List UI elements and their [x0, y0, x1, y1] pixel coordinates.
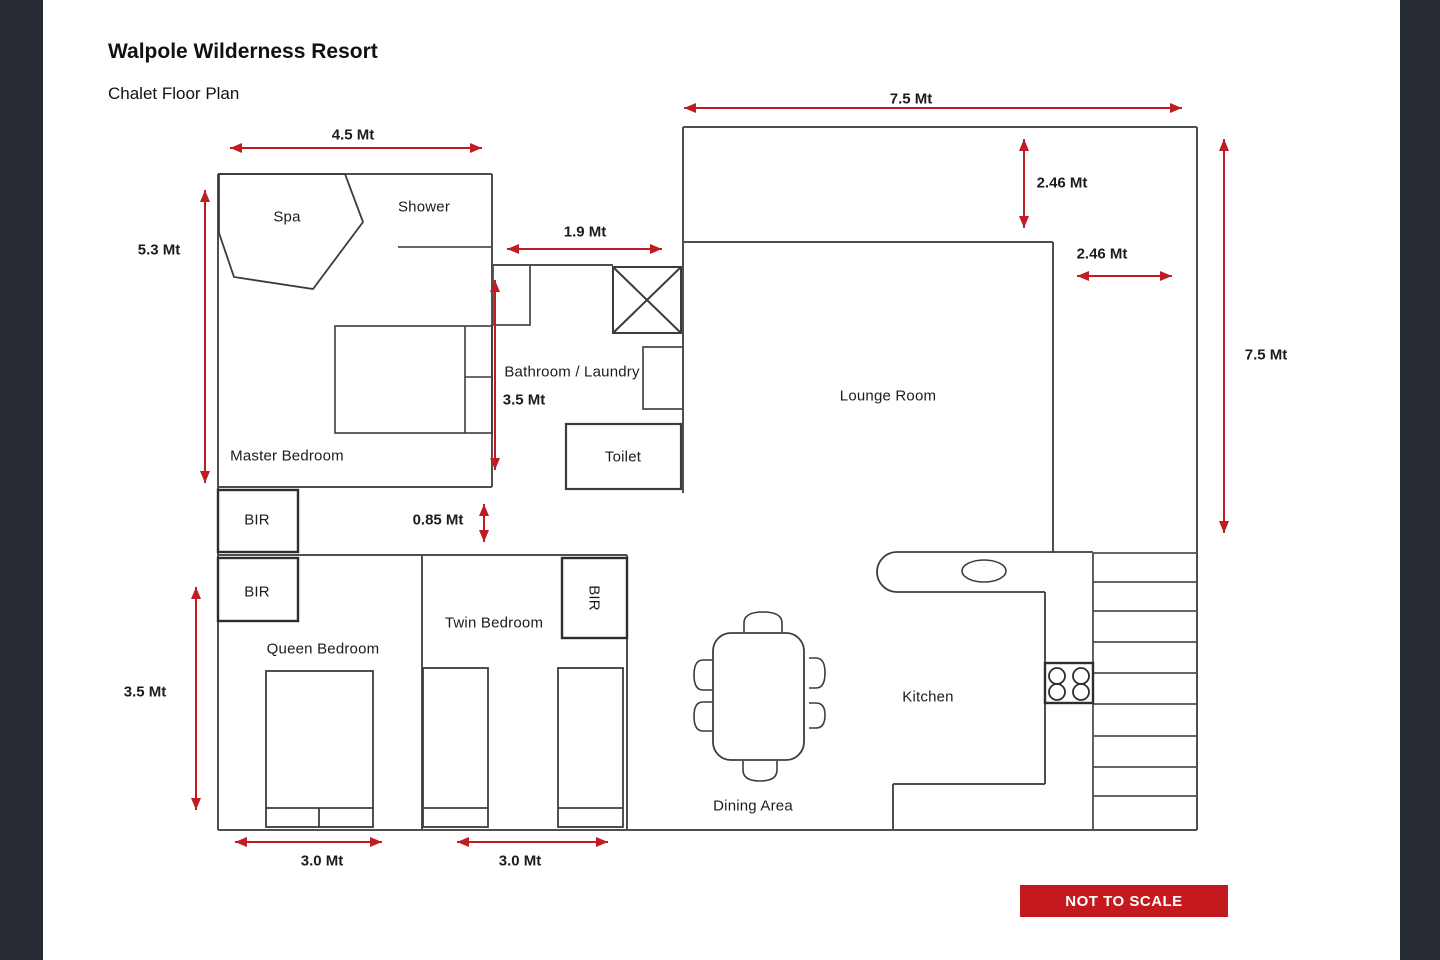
dim-queen-width: 3.0 Mt	[300, 852, 344, 870]
chair-right-1	[809, 658, 825, 688]
master-bed	[335, 326, 492, 433]
kitchen-sink	[962, 560, 1006, 582]
chair-left-1	[694, 660, 712, 690]
bathroom-laundry-label: Bathroom / Laundry	[504, 363, 640, 381]
dining-area-label: Dining Area	[713, 797, 793, 815]
bir1-label: BIR	[244, 511, 270, 529]
spa-outline	[219, 174, 363, 289]
spa-label: Spa	[273, 208, 301, 226]
chair-left-2	[694, 702, 712, 731]
dim-bathroom-depth: 3.5 Mt	[502, 391, 546, 409]
twin-bedroom-label: Twin Bedroom	[444, 614, 544, 632]
dim-twin-width: 3.0 Mt	[498, 852, 542, 870]
chair-right-2	[809, 703, 825, 728]
twin-bed-left	[423, 668, 488, 827]
bathroom-vanity	[493, 265, 530, 325]
dim-side-passage: 2.46 Mt	[1076, 245, 1128, 263]
dimension-arrows	[196, 108, 1224, 842]
twin-bed-right	[558, 668, 623, 827]
chair-top	[744, 612, 782, 632]
bathroom-basin	[643, 347, 683, 409]
master-bedroom-label: Master Bedroom	[230, 447, 344, 465]
kitchen-label: Kitchen	[902, 688, 954, 706]
dim-queen-depth: 3.5 Mt	[123, 683, 167, 701]
toilet-label: Toilet	[604, 448, 642, 466]
queen-bedroom-label: Queen Bedroom	[266, 640, 380, 658]
lounge-room-label: Lounge Room	[839, 387, 937, 405]
dim-master-width: 4.5 Mt	[331, 126, 375, 144]
chair-bottom	[743, 761, 777, 781]
page-title: Walpole Wilderness Resort	[108, 40, 378, 63]
page-subtitle: Chalet Floor Plan	[108, 84, 240, 103]
laundry-tub-crossed-box	[613, 267, 681, 333]
dim-upper-width: 7.5 Mt	[889, 90, 933, 108]
dining-table	[713, 633, 804, 760]
not-to-scale-badge: NOT TO SCALE	[1020, 885, 1228, 917]
cooktop	[1045, 663, 1093, 703]
shower-label: Shower	[397, 198, 451, 216]
walls	[218, 127, 1197, 830]
stairs	[1093, 553, 1197, 830]
dim-deck-depth: 2.46 Mt	[1036, 174, 1088, 192]
dim-bathroom-width: 1.9 Mt	[563, 223, 607, 241]
dim-right-depth: 7.5 Mt	[1244, 346, 1288, 364]
queen-bed	[266, 671, 373, 827]
dim-hallway: 0.85 Mt	[412, 511, 464, 529]
bir3-label: BIR	[585, 585, 603, 611]
bir2-label: BIR	[244, 583, 270, 601]
dim-master-depth: 5.3 Mt	[137, 241, 181, 259]
kitchen-bench	[877, 552, 1093, 592]
